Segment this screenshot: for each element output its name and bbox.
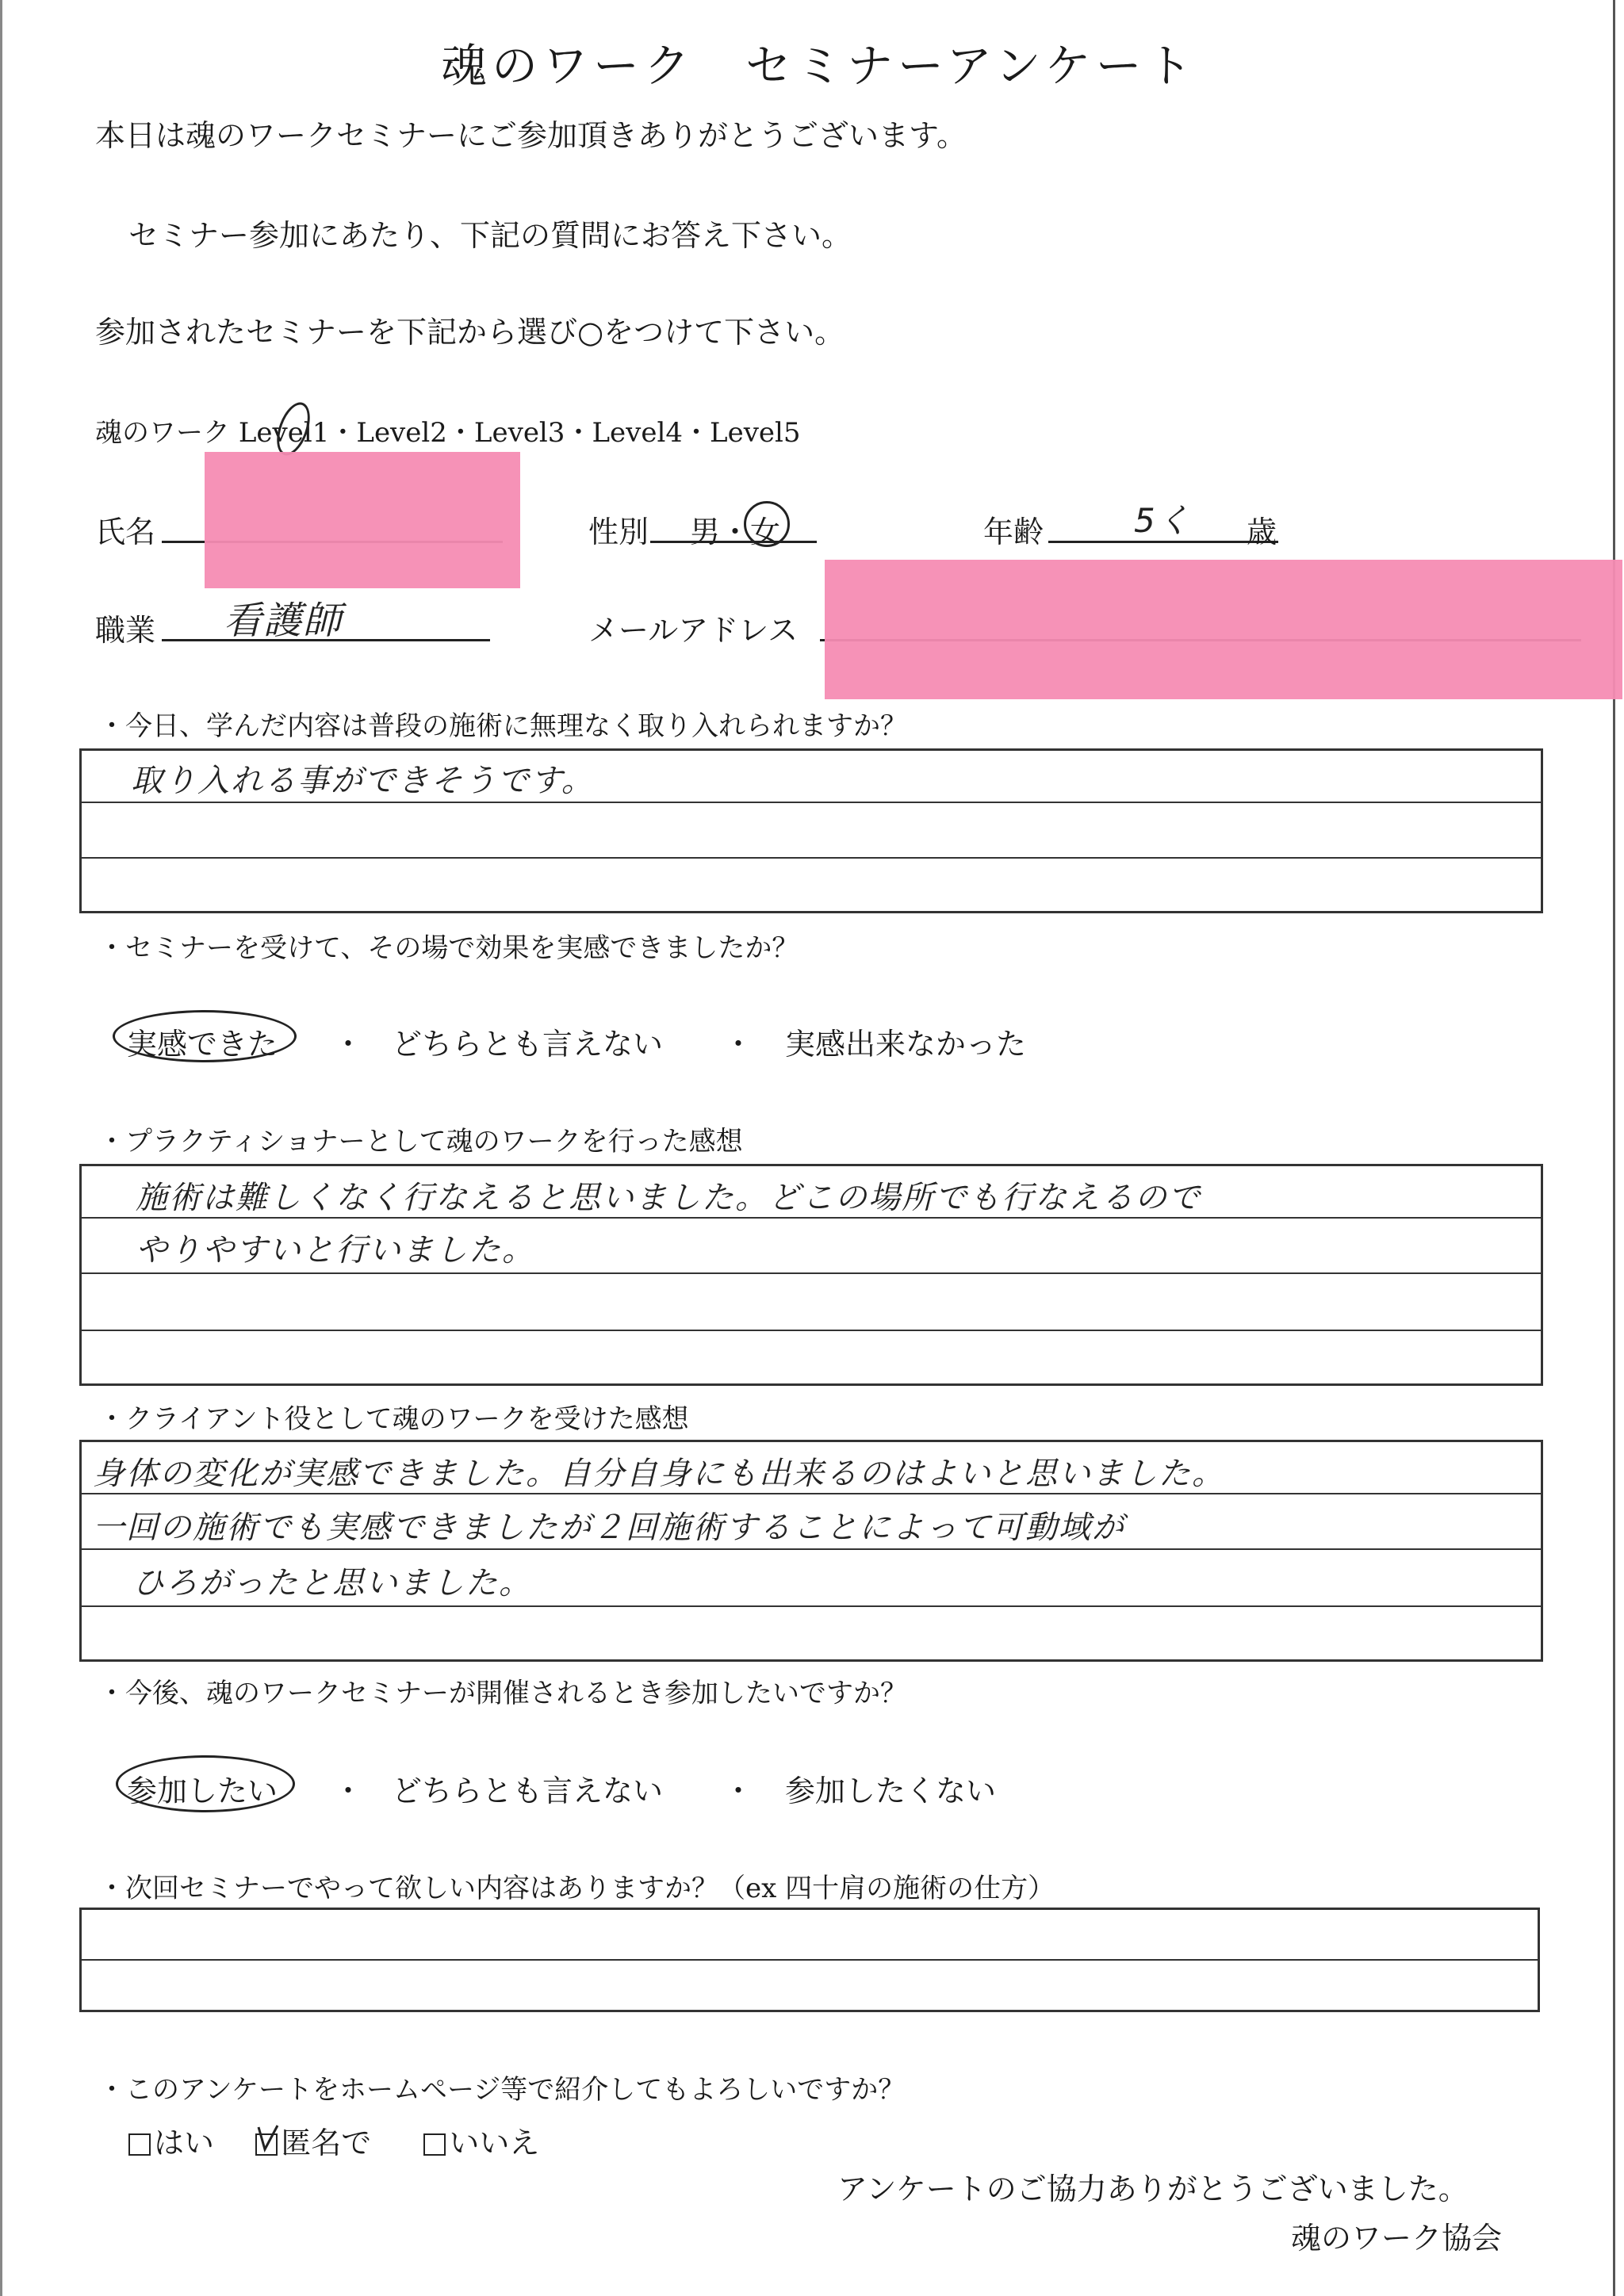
q2-selection-circle [113, 1010, 297, 1062]
level-option-1[interactable]: Level1 [238, 417, 330, 449]
q3-answer-line-2: やりやすいと行いました。 [136, 1232, 535, 1269]
job-label: 職業 [95, 613, 156, 648]
level-option-3[interactable]: Level3 [473, 417, 565, 449]
page-title: 魂のワーク セミナーアンケート [441, 39, 1197, 93]
q6-question: ・次回セミナーでやって欲しい内容はありますか？（ex 四十肩の施術の仕方） [98, 1873, 1055, 1904]
q1-question: ・今日、学んだ内容は普段の施術に無理なく取り入れられますか？ [98, 710, 907, 742]
q5-option-2[interactable]: どちらとも言えない [392, 1774, 664, 1808]
name-label: 氏名 [95, 515, 156, 549]
level-option-4[interactable]: Level4 [592, 417, 683, 449]
level-selector: 魂のワーク Level1・Level2・Level3・Level4・Level5 [95, 417, 801, 449]
q2-option-1[interactable]: 実感できた [127, 1027, 278, 1062]
q7-options [128, 2118, 539, 2162]
q7-checkbox-yes[interactable] [128, 2133, 151, 2156]
scan-left-edge [0, 0, 2, 2296]
gender-female[interactable]: 女 [750, 515, 781, 549]
footer-organization: 魂のワーク協会 [1291, 2221, 1503, 2256]
q2-option-2[interactable]: どちらとも言えない [392, 1027, 664, 1062]
q4-answer-box[interactable] [79, 1440, 1543, 1662]
age-field [1048, 541, 1278, 543]
job-value[interactable]: 看護師 [224, 599, 343, 643]
age-label: 年齢 [983, 515, 1044, 549]
q5-selection-circle [116, 1755, 295, 1812]
gender-underline [650, 541, 817, 543]
q1-answer-line-1: 取り入れる事ができそうです。 [131, 763, 595, 799]
q3-question: ・プラクティショナーとして魂のワークを行った感想 [98, 1126, 743, 1158]
q3-answer-box[interactable] [79, 1164, 1543, 1386]
gender-options: 男・女 [690, 515, 781, 549]
gender-male[interactable]: 男 [690, 515, 721, 549]
q2-question: ・セミナーを受けて、その場で効果を実感できましたか？ [98, 932, 799, 964]
q5-separator-2: ・ [723, 1774, 754, 1808]
q6-answer-box[interactable] [79, 1908, 1540, 2012]
q4-answer-line-2: 一回の施術でも実感できましたが２回施術することによって可動域が [93, 1510, 1125, 1546]
footer-thanks: アンケートのご協力ありがとうございました。 [837, 2172, 1469, 2206]
q7-option-yes: はい [154, 2126, 215, 2160]
q5-question: ・今後、魂のワークセミナーが開催されるとき参加したいですか？ [98, 1678, 907, 1709]
q2-separator-1: ・ [333, 1027, 364, 1062]
q2-option-3[interactable]: 実感出来なかった [785, 1027, 1027, 1062]
name-redaction-sticker [205, 452, 520, 588]
age-unit: 歳 [1247, 515, 1277, 549]
gender-selection-circle [744, 501, 790, 547]
q4-answer-line-3: ひろがったと思いました。 [132, 1565, 532, 1601]
job-field [162, 639, 490, 641]
age-value[interactable]: 5く [1134, 501, 1192, 540]
q5-option-1[interactable]: 参加したい [127, 1774, 278, 1808]
q7-checkbox-anonymous[interactable] [255, 2133, 278, 2156]
checkmark-icon [255, 2122, 281, 2154]
q7-question: ・このアンケートをホームページ等で紹介してもよろしいですか？ [98, 2074, 906, 2106]
level-option-2[interactable]: Level2 [356, 417, 447, 449]
scan-right-edge [1613, 0, 1615, 2296]
q1-answer-box[interactable] [79, 748, 1543, 913]
q7-checkbox-no[interactable] [423, 2133, 446, 2156]
q3-answer-line-1: 施術は難しくなく行なえると思いました。どこの場所でも行なえるので [136, 1180, 1201, 1216]
q4-question: ・クライアント役として魂のワークを受けた感想 [98, 1403, 689, 1435]
level-option-5[interactable]: Level5 [710, 417, 801, 449]
intro-line-2: セミナー参加にあたり、下記の質問にお答え下さい。 [128, 218, 852, 253]
q7-option-no: いいえ [449, 2126, 540, 2160]
level-label: 魂のワーク [95, 417, 230, 449]
q5-option-3[interactable]: 参加したくない [785, 1774, 997, 1808]
q7-option-anonymous: 匿名で [281, 2126, 372, 2160]
gender-label: 性別 [588, 515, 649, 549]
intro-line-1: 本日は魂のワークセミナーにご参加頂きありがとうございます。 [95, 118, 967, 153]
q5-separator-1: ・ [333, 1774, 364, 1808]
email-redaction-sticker [825, 560, 1622, 699]
q4-answer-line-1: 身体の変化が実感できました。自分自身にも出来るのはよいと思いました。 [93, 1456, 1225, 1492]
email-label: メールアドレス [588, 613, 799, 648]
q2-separator-2: ・ [723, 1027, 754, 1062]
intro-line-3: 参加されたセミナーを下記から選び○をつけて下さい。 [95, 315, 845, 350]
